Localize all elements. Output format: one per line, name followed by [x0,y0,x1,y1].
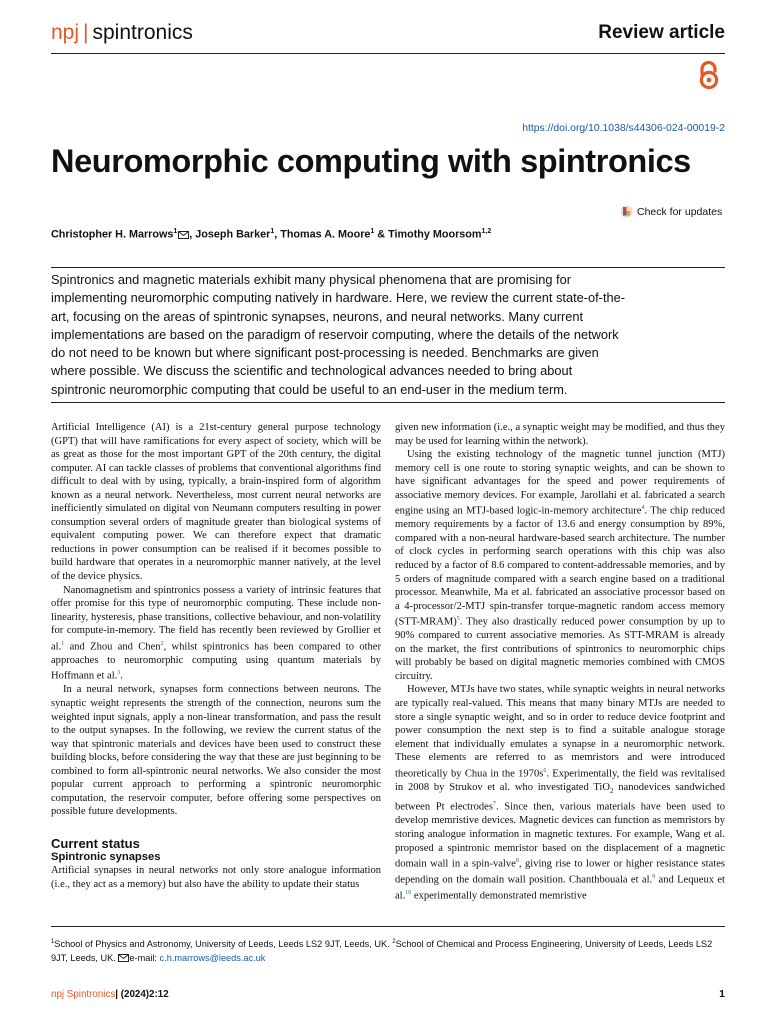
paragraph: Artificial Intelligence (AI) is a 21st-century general purpose technology (GPT) that will have ramifications for every aspect of society, which will be as great as those for the most important GPT of the 20th century, the digital computer. AI can tackle classes of problems that conventional algorithms find difficult to deal with by using, typically, a brain-inspired form of algorithm known as a neural network. Nevertheless, most current neural networks are inefficiently simulated on digital von Neumann computers resulting in power consumption several orders of magnitude greater than biological systems of equivalent computing power. We can therefore expect that dramatic reductions in power consumption can be realised if it becomes possible to build hardware that operates in a neuromorphic manner natively, at the level of the device physics. [51,422,381,583]
affiliations [51,935,725,965]
abstract-bottom-divider [51,402,725,403]
reference-link[interactable]: 9 [652,874,656,881]
author-separator: , [189,228,196,241]
paragraph: In a neural network, synapses form connections between neurons. The synaptic weight represents the strength of the connection, neurons sum the weighted input signals, apply a non-linear transformation, and pass the result to the output synapses. In the following, we review the current status of the way that spintronic materials and devices have been used to construct these building blocks, before considering the way that these are just beginning to be combined to form all-spintronic neural networks. We also consider the most popular current approach to performing a spintronic neuromorphic computation, the reservoir computer, before offering some perspectives on possible future developments. [51,684,381,818]
journal-name [51,21,193,45]
reference-link[interactable]: 5 [456,616,460,623]
open-access-icon[interactable] [696,60,722,90]
paragraph-text: , whilst spintronics has been compared to other approaches to neuromorphic computing using quantum materials by Hoffmann et al. [51,641,382,682]
paragraph: Artificial synapses in neural networks not only store analogue information (i.e., they act as a memory) but also have the ability to update their status [51,865,381,890]
affiliation-marker: 1 [270,228,275,235]
author-name[interactable]: Christopher H. Marrows [51,228,174,241]
reference-link[interactable]: 7 [492,801,496,808]
footer-separator: | [115,989,119,1000]
reference-link[interactable]: 8 [515,858,519,865]
footnote-divider [51,926,725,927]
article-title: Neuromorphic computing with spintronics [51,143,691,179]
author-name[interactable]: Thomas A. Moore [280,228,371,241]
author-name[interactable]: Timothy Moorsom [388,228,482,241]
reference-link[interactable]: 4 [641,505,645,512]
doi-link[interactable]: https://doi.org/10.1038/s44306-024-00019-2 [522,123,725,134]
check-for-updates-label: Check for updates [637,205,723,218]
author-name[interactable]: Joseph Barker [195,228,271,241]
check-for-updates-button[interactable] [620,205,722,218]
paragraph-text: experimentally demonstrated memristive [411,890,587,902]
affiliation-marker: 1,2 [481,228,492,235]
paragraph [395,683,725,903]
paragraph-text: and Zhou and Chen [64,641,161,653]
body-column-left [51,421,381,819]
footer-citation [51,989,169,1000]
subscript: 2 [609,786,614,795]
paragraph [51,584,381,684]
body-column-right [395,421,725,903]
reference-link[interactable]: 6 [543,767,547,774]
reference-link[interactable]: 2 [160,640,164,647]
affiliation-number: 2 [392,939,396,945]
journal-separator: | [83,21,89,44]
mail-icon[interactable] [178,231,189,239]
footer-volume: (2024)2:12 [118,989,169,1000]
author-list [51,228,491,241]
crossmark-icon [620,205,633,218]
footer-journal-name[interactable]: npj Spintronics [51,989,116,1000]
author-separator: , [274,228,281,241]
affiliation-marker: 1 [370,228,375,235]
paragraph-text: nanodevices sandwiched between Pt electrodes [395,781,725,813]
mail-icon [118,954,129,962]
paragraph [395,448,725,683]
affiliation-text: School of Physics and Astronomy, University of Leeds, Leeds LS2 9JT, Leeds, UK. [54,939,393,950]
paragraph: given new information (i.e., a synaptic weight may be modified, and thus they may be used for learning within the network). [395,422,725,447]
journal-prefix: npj [51,21,80,44]
paragraph-text: , giving rise to lower or higher resistance states depending on the domain wall position. Chanthbouala et al. [395,858,725,886]
body-column-left-continued [51,864,381,891]
affiliation-marker: 1 [173,228,178,235]
journal-title: spintronics [92,21,193,44]
reference-link[interactable]: 3 [117,670,121,677]
affiliation-text: School of Chemical and Process Engineering, University of Leeds, Leeds LS2 9JT, Leeds, UK. [51,939,713,964]
abstract: Spintronics and magnetic materials exhibit many physical phenomena that are promising for implementing neuromorphic computing natively in hardware. Here, we review the current state-of-the-art, focusing on the areas of spintronic synapses, neurons, and neural networks. Many current implementations are based on the paradigm of reservoir computing, where the details of the network do not need to be known but where significant post-processing is needed. Benchmarks are given where possible. We discuss the scientific and technological advances needed to bring about spintronic neuromorphic computing that could be useful to an end-user in the medium term. [51,272,625,397]
paragraph-text: . [120,670,123,682]
abstract-top-divider [51,267,725,268]
email-label: e-mail: [129,953,160,964]
article-type: Review article [598,22,725,43]
paragraph-text: . Since then, various materials have been used to develop memristive devices. Magnetic devices can function as memristors by storing analogue information in magnetic textures. For example, Wang et al. proposed a spintronic memristor based on the displacement of a magnetic domain wall in a spin-valve [395,801,725,870]
header-divider [51,53,725,54]
paragraph-text: Nanomagnetism and spintronics possess a variety of intrinsic features that offer promise for this type of neuromorphic computing. These include non-linearity, hysteresis, phase transitions, collective behaviour, and non-volatility for compute-in-memory. The field has recently been reviewed by Grollier et al. [51,584,381,653]
reference-link[interactable]: 1 [61,640,65,647]
section-heading: Current status [51,836,140,851]
reference-link[interactable]: 10 [405,890,412,897]
affiliation-number: 1 [51,939,55,945]
paragraph-text: . Experimentally, the field was revitalised in 2008 by Strukov et al. who investigated TiO [395,768,725,793]
paragraph-text: and Lequeux et al. [395,874,725,902]
author-separator: & [374,228,389,241]
page-number: 1 [719,988,725,1000]
subsection-heading: Spintronic synapses [51,851,161,863]
paragraph-text: Using the existing technology of the magnetic tunnel junction (MTJ) memory cell is one route to storing synaptic weights, and can be shown to have significant advantages for the speed and power requirements of associative memory devices. For example, Jarollahi et al. fabricated a search engine using an MTJ-based logic-in-memory architecture [395,449,725,517]
paragraph-text: . The chip reduced memory requirements by a factor of 13.6 and energy consumption by 89%, compared with a non-neural hardware-based search architecture. The number of clock cycles in performing search operations with this chip was also reduced by a factor of 8.6 compared to content-addressable memories, and by 5 orders of magnitude compared with a search engine based on a traditional processor. Meanwhile, Ma et al. fabricated an associative processor based on a 4-processor/2-MTJ spin-transfer torque-magnetic random access memory (STT-MRAM) [395,505,725,628]
email-link[interactable]: c.h.marrows@leeds.ac.uk [159,953,266,964]
paragraph-text: However, MTJs have two states, while synaptic weights in neural networks are typically real-valued. This means that many binary MTJs are needed to store a single synaptic weight, and so in order to reduce device footprint and power consumption the next step is to find a suitable analogue storage element that individually emulates a synapse in a neuromorphic network. These elements are referred to as memristors and were introduced theoretically by Chua in the 1970s [395,684,725,780]
paragraph-text: . They also drastically reduced power consumption by up to 90% compared to current associative memories. As STT-MRAM is already on the market, the first contributions of spintronics to neuromorphic chips will probably be based on digital magnetic memories combined with CMOS circuitry. [395,616,725,682]
